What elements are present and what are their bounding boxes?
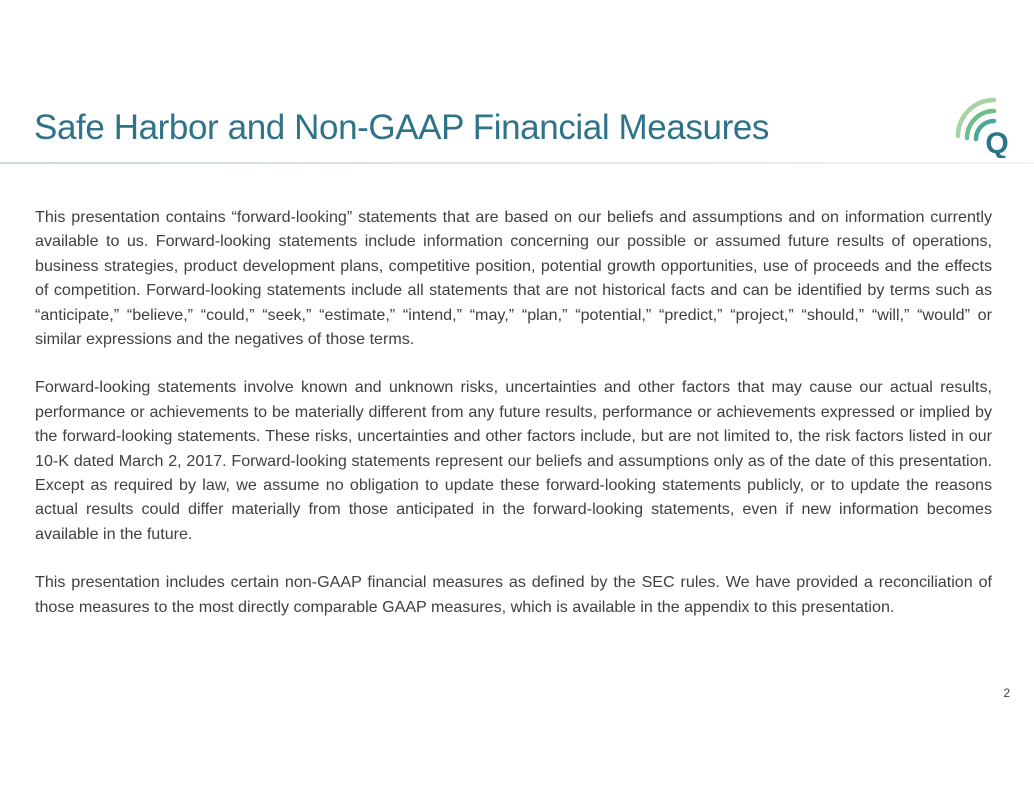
- paragraph-risks: Forward-looking statements involve known and unknown risks, uncertainties and other factors that may cause our actual results, performance or achievements to be materially different from any future results, performance or achievements expressed or implied by the forward-looking statements. These risks, uncertainties and other factors include, but are not limited to, the risk factors listed in our 10-K dated March 2, 2017. Forward-looking statements represent our beliefs and assumptions only as of the date of this presentation. Except as required by law, we assume no obligation to update these forward-looking statements publicly, or to update the reasons actual results could differ materially from those anticipated in the forward-looking statements, even if new information becomes available in the future.: [35, 378, 992, 543]
- logo-letter: Q: [985, 127, 1009, 158]
- q-signal-logo-icon: [946, 92, 1016, 158]
- company-logo: [946, 92, 1016, 158]
- paragraph-forward-looking: This presentation contains “forward-looking” statements that are based on our beliefs and assumptions and on information currently available to us. Forward-looking statements include information concerning our possible or assumed future results of operations, business strategies, product development plans, competitive position, potential growth opportunities, use of proceeds and the effects of competition. Forward-looking statements include all statements that are not historical facts and can be identified by terms such as “anticipate,” “believe,” “could,” “seek,” “estimate,” “intend,” “may,” “plan,” “potential,” “predict,” “project,” “should,” “will,” “would” or similar expressions and the negatives of those terms.: [35, 208, 992, 349]
- slide-title: Safe Harbor and Non-GAAP Financial Measures: [34, 108, 770, 147]
- paragraph-non-gaap: This presentation includes certain non-GAAP financial measures as defined by the SEC rules. We have provided a reconciliation of those measures to the most directly comparable GAAP measures, which is available in the appendix to this presentation.: [35, 573, 992, 616]
- page-number: 2: [1003, 686, 1010, 700]
- slide-body: [35, 205, 992, 643]
- title-divider: [0, 162, 1034, 164]
